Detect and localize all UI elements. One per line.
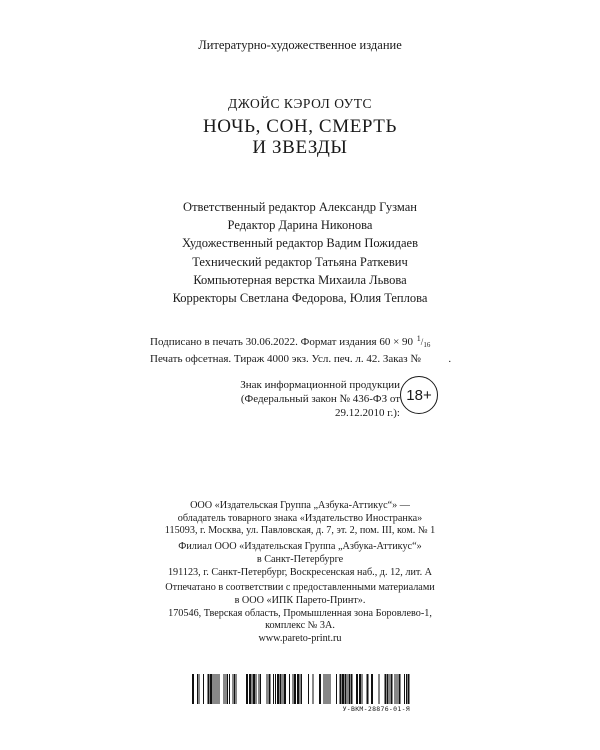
- barcode-bar: [313, 674, 314, 704]
- barcode-bar: [259, 674, 260, 704]
- print-details-line: Подписано в печать 30.06.2022. Формат издания 60 × 90 $^1$/16: [150, 334, 431, 349]
- barcode-bar: [253, 674, 255, 704]
- barcode-bar: [224, 674, 225, 704]
- barcode-bar: [203, 674, 204, 704]
- barcode-bar: [330, 674, 331, 704]
- printer-website: www.pareto-print.ru: [258, 633, 342, 645]
- barcode-bar: [208, 674, 210, 704]
- barcode-bar: [397, 674, 398, 704]
- publisher-line: ООО «Издательская Группа „Азбука-Аттикус“» —: [190, 500, 410, 511]
- publisher-line: комплекс № 3А.: [265, 620, 335, 632]
- barcode-bar: [199, 674, 200, 704]
- barcode: [190, 674, 410, 718]
- barcode-bar: [395, 674, 396, 704]
- barcode-bar: [293, 674, 294, 704]
- format-fraction-numerator: 1: [416, 334, 421, 343]
- credit-line: Художественный редактор Вадим Пожидаев: [182, 236, 418, 251]
- format-fraction-denominator: 16: [423, 341, 431, 349]
- barcode-bar: [229, 674, 230, 704]
- barcode-bar: [359, 674, 361, 704]
- branch-block: [0, 541, 600, 579]
- barcode-bar: [227, 674, 228, 704]
- barcode-bar: [246, 674, 248, 704]
- book-title-line: НОЧЬ, СОН, СМЕРТЬ: [202, 116, 398, 137]
- barcode-bar: [234, 674, 235, 704]
- credit-line: Корректоры Светлана Федорова, Юлия Теплова: [172, 291, 428, 306]
- publisher-line: 115093, г. Москва, ул. Павловская, д. 7, эт. 2, пом. III, ком. № 1: [164, 525, 436, 537]
- credit-line: Ответственный редактор Александр Гузман: [183, 200, 417, 214]
- barcode-bar: [342, 674, 344, 704]
- barcode-bar: [399, 674, 401, 704]
- barcode-bar: [249, 674, 251, 704]
- barcode-bar: [289, 674, 290, 704]
- publisher-line: в Санкт-Петербурге: [256, 553, 344, 565]
- barcode-bar: [256, 674, 257, 704]
- barcode-bar: [197, 674, 198, 704]
- barcode-bar: [192, 674, 194, 704]
- print-run-text: Печать офсетная. Тираж 4000 экз. Усл. печ. л. 42. Заказ №: [150, 352, 421, 365]
- barcode-bar: [362, 674, 363, 704]
- barcode-bar: [273, 674, 274, 704]
- barcode-bar: [324, 674, 325, 704]
- barcode-bar: [404, 674, 405, 704]
- info-sign-line: Знак информационной продукции: [240, 379, 400, 391]
- barcode-bar: [267, 674, 268, 704]
- barcode-bar: [408, 674, 410, 704]
- barcode-bar: [275, 674, 276, 704]
- barcode-code: У-ВКМ-28876-01-Я: [342, 705, 410, 713]
- printer-block: [0, 582, 600, 646]
- credit-line: Редактор Дарина Никонова: [227, 218, 373, 233]
- info-sign-line: (Федеральный закон № 436-ФЗ от 29.12.2010 г.):: [240, 393, 400, 419]
- barcode-bar: [301, 674, 302, 704]
- barcode-bar: [233, 674, 234, 704]
- publisher-line: Отпечатано в соответствии с предоставленными материалами: [165, 582, 435, 594]
- barcode-bar: [340, 674, 342, 704]
- age-rating-badge: 18+: [400, 376, 438, 414]
- barcode-bar: [269, 674, 271, 704]
- barcode-bar: [348, 674, 349, 704]
- barcode-bar: [213, 674, 214, 704]
- barcode-bar: [219, 674, 220, 704]
- barcode-bar: [356, 674, 358, 704]
- barcode-bar: [367, 674, 369, 704]
- publisher-block: [0, 500, 600, 538]
- barcode-bar: [210, 674, 212, 704]
- barcode-bar: [391, 674, 393, 704]
- barcode-bar: [297, 674, 299, 704]
- book-author: ДЖОЙС КЭРОЛ ОУТС: [227, 96, 372, 111]
- book-title-line: И ЗВЕЗДЫ: [252, 137, 348, 158]
- barcode-bar: [284, 674, 286, 704]
- print-details: [150, 332, 450, 366]
- barcode-bar: [226, 674, 227, 704]
- barcode-bar: [319, 674, 321, 704]
- barcode-bar: [308, 674, 309, 704]
- genre-line: Литературно-художественное издание: [198, 38, 402, 52]
- barcode-bar: [385, 674, 387, 704]
- barcode-bar: [349, 674, 350, 704]
- barcode-bar: [351, 674, 353, 704]
- barcode-bar: [252, 674, 253, 704]
- barcode-bar: [283, 674, 284, 704]
- barcode-bars: [190, 674, 410, 704]
- credits-list: [0, 198, 600, 307]
- barcode-bar: [371, 674, 373, 704]
- publisher-info: [0, 500, 600, 649]
- barcode-bar: [236, 674, 237, 704]
- print-run-end: .: [448, 352, 452, 365]
- publisher-line: Филиал ООО «Издательская Группа „Азбука-Аттикус“»: [178, 541, 422, 553]
- print-details-line: [150, 353, 450, 367]
- barcode-bar: [326, 674, 327, 704]
- publisher-line: 191123, г. Санкт-Петербург, Воскресенская наб., д. 12, лит. А: [167, 566, 433, 578]
- publisher-line: обладатель товарного знака «Издательство Иностранка»: [177, 512, 423, 524]
- publisher-line: 170546, Тверская область, Промышленная зона Боровлево-1,: [168, 607, 432, 619]
- barcode-bar: [260, 674, 261, 704]
- barcode-bar: [277, 674, 279, 704]
- barcode-bar: [294, 674, 296, 704]
- info-product-sign: [200, 378, 400, 420]
- barcode-bar: [387, 674, 388, 704]
- print-format-text: Подписано в печать 30.06.2022. Формат издания 60 × 90: [150, 336, 414, 348]
- barcode-bar: [379, 674, 380, 704]
- barcode-bar: [215, 674, 216, 704]
- barcode-bar: [328, 674, 329, 704]
- credit-line: Технический редактор Татьяна Раткевич: [192, 254, 408, 269]
- barcode-bar: [345, 674, 347, 704]
- barcode-bar: [336, 674, 337, 704]
- credit-line: Компьютерная верстка Михаила Львова: [193, 272, 407, 287]
- barcode-bar: [389, 674, 390, 704]
- barcode-bar: [406, 674, 407, 704]
- publisher-line: в ООО «ИПК Парето-Принт».: [234, 594, 366, 606]
- barcode-bar: [300, 674, 301, 704]
- book-title: [0, 116, 600, 158]
- barcode-bar: [280, 674, 282, 704]
- barcode-bar: [217, 674, 218, 704]
